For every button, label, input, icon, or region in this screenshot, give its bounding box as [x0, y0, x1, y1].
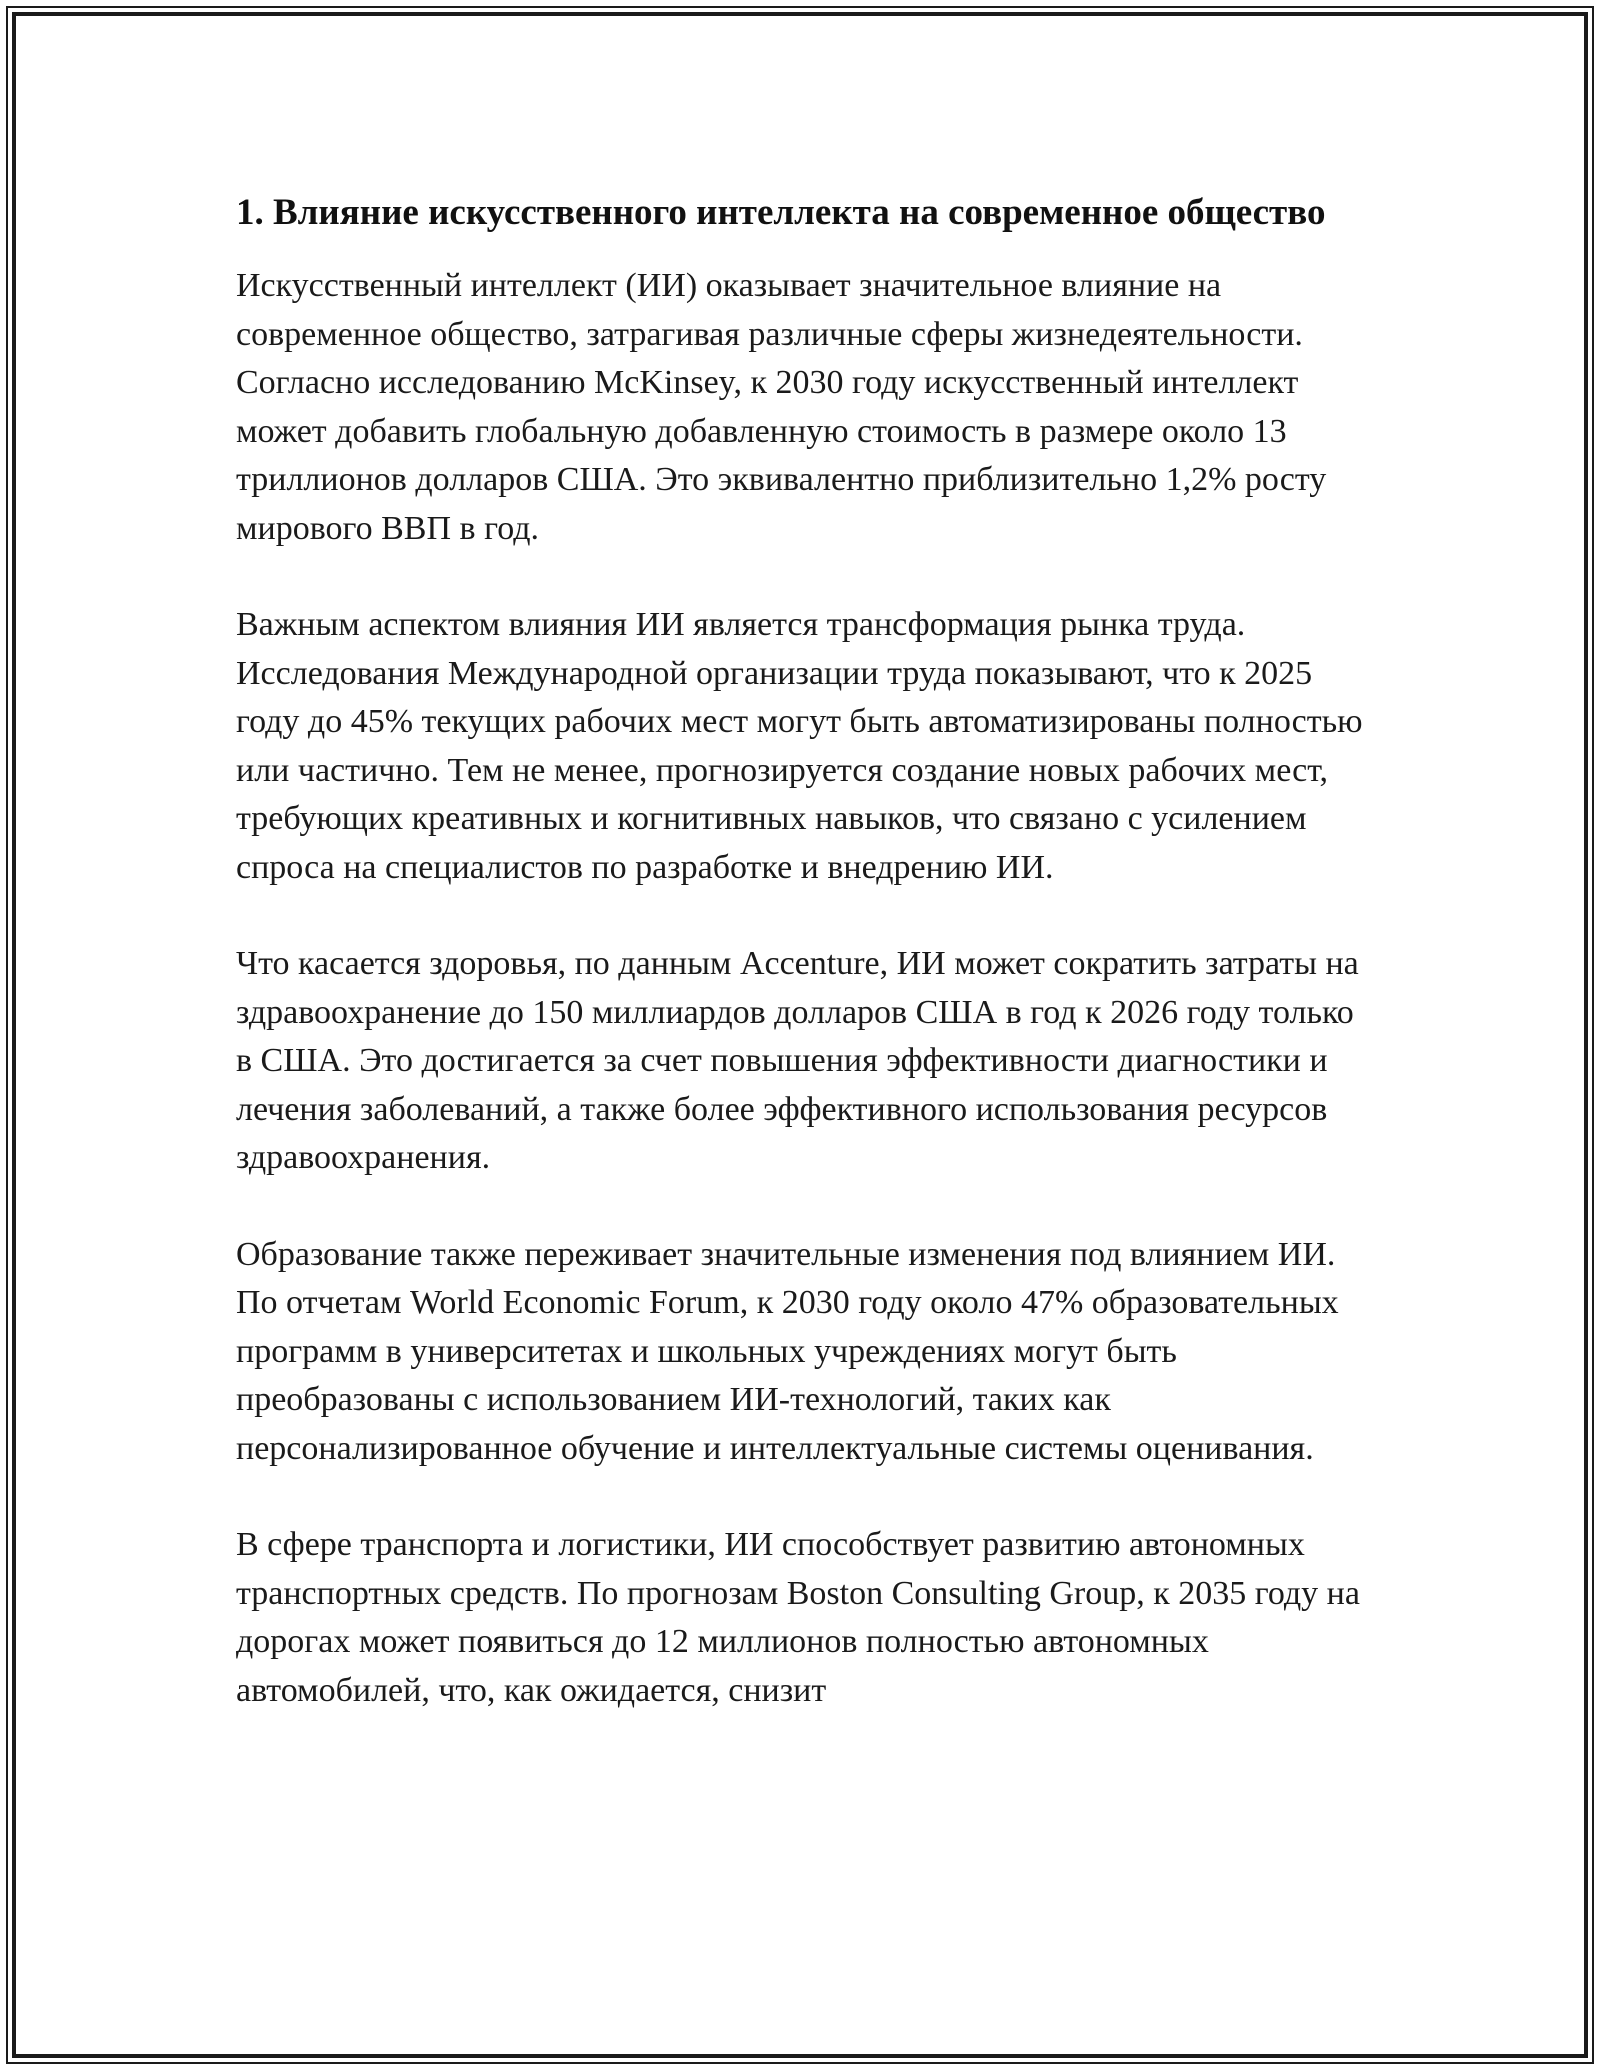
paragraph-healthcare: Что касается здоровья, по данным Accenture, ИИ может сократить затраты на здравоохранение до 150 миллиардов долларов США в год к 2026 году только в США. Это достигается за счет повышения эффективности диагностики и лечения заболеваний, а также более эффективного использования ресурсов здравоохранения.: [236, 945, 1359, 1176]
paragraph-education: Образование также переживает значительные изменения под влиянием ИИ. По отчетам World Economic Forum, к 2030 году около 47% образовательных программ в университетах и школьных учреждениях могут быть преобразованы с использованием ИИ-технологий, таких как персонализированное обучение и интеллектуальные системы оценивания.: [236, 1235, 1339, 1467]
paragraph-economic-impact: Искусственный интеллект (ИИ) оказывает значительное влияние на современное общество, затрагивая различные сферы жизнедеятельности. Согласно исследованию McKinsey, к 2030 году искусственный интеллект может добавить глобальную добавленную стоимость в размере около 13 триллионов долларов США. Это эквивалентно приблизительно 1,2% росту мирового ВВП в год.: [236, 267, 1327, 547]
document-body: [236, 186, 1366, 1715]
paragraph-labor-market: Важным аспектом влияния ИИ является трансформация рынка труда. Исследования Международной организации труда показывают, что к 2025 году до 45% текущих рабочих мест могут быть автоматизированы полностью или частично. Тем не менее, прогнозируется создание новых рабочих мест, требующих креативных и когнитивных навыков, что связано с усилением спроса на специалистов по разработке и внедрению ИИ.: [236, 606, 1363, 886]
section-heading: 1. Влияние искусственного интеллекта на современное общество: [236, 192, 1326, 233]
paragraph-transport: В сфере транспорта и логистики, ИИ способствует развитию автономных транспортных средств. По прогнозам Boston Consulting Group, к 2035 году на дорогах может появиться до 12 миллионов полностью автономных автомобилей, что, как ожидается, снизит: [236, 1526, 1360, 1709]
